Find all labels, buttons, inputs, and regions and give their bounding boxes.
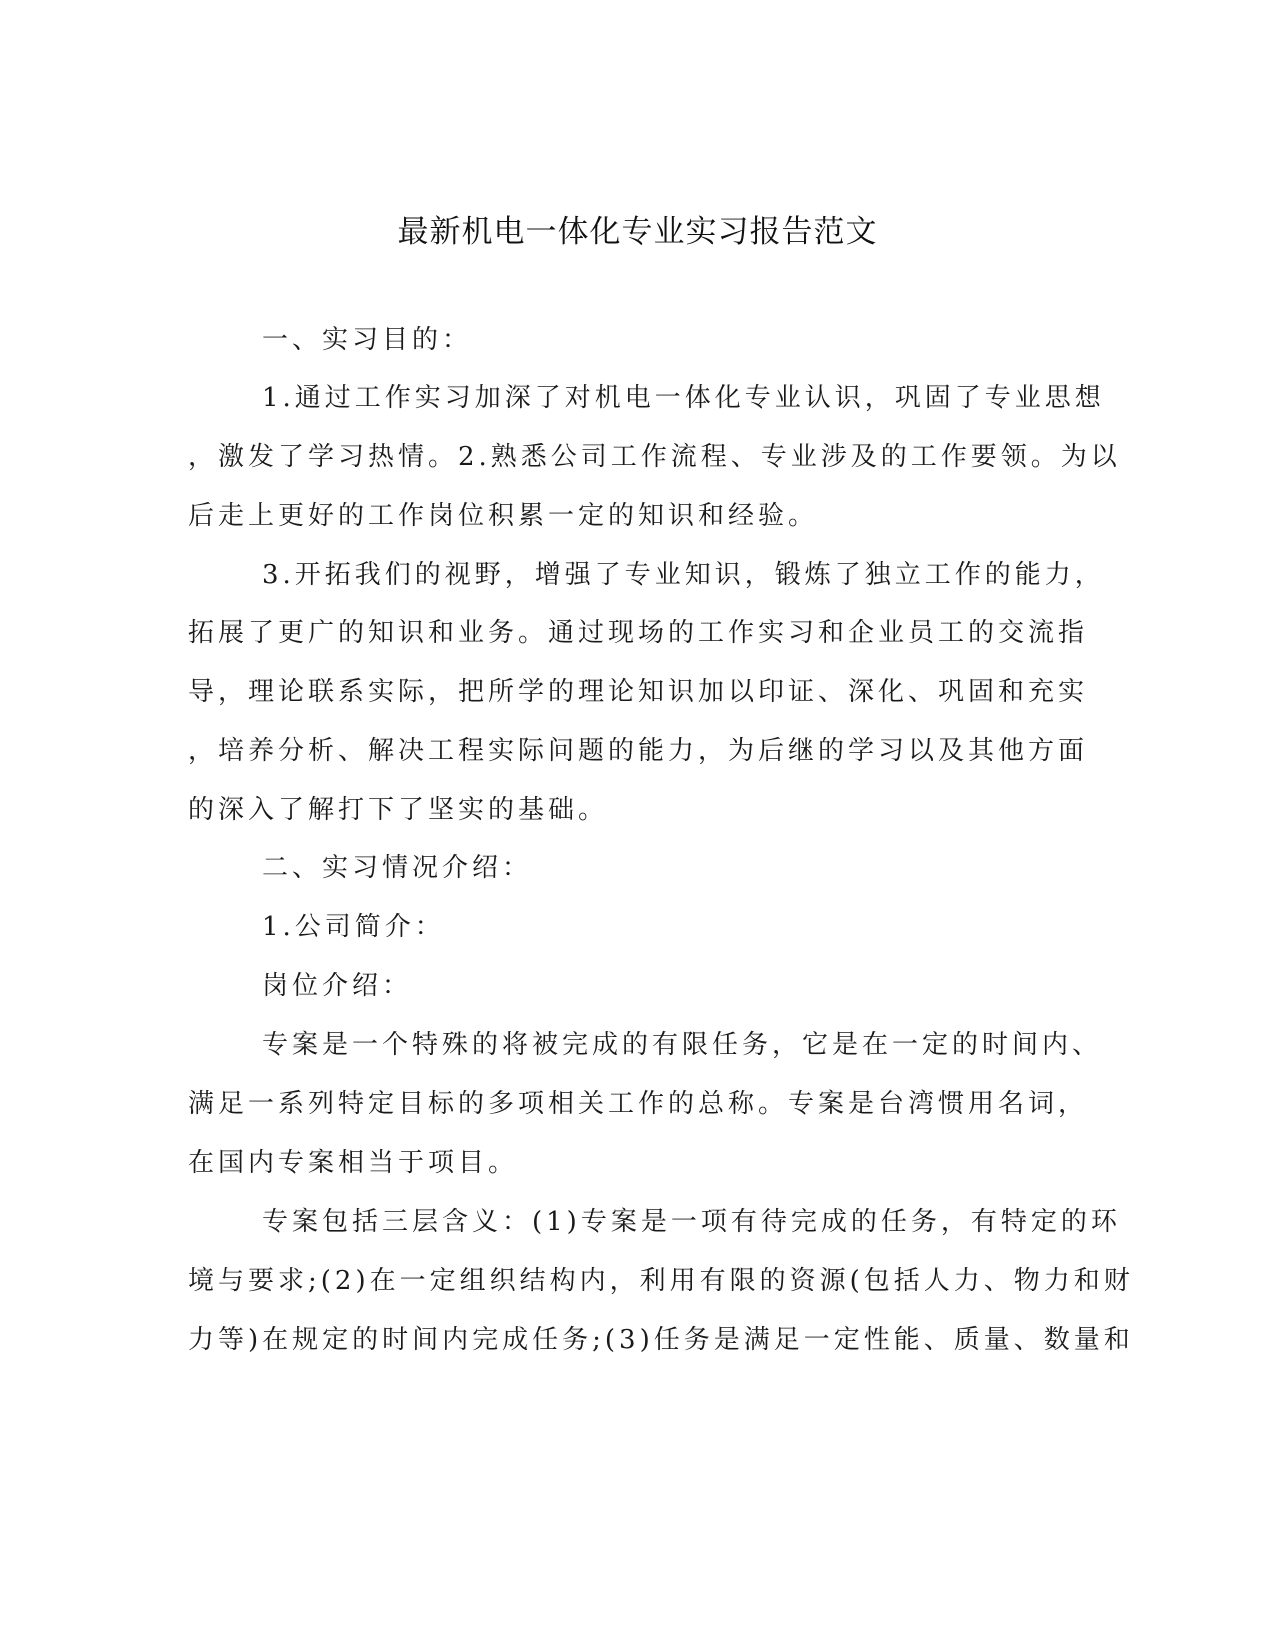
paragraph-line: 专案包括三层含义：(1)专案是一项有待完成的任务，有特定的环 — [262, 1207, 1121, 1237]
paragraph-line: 力等)在规定的时间内完成任务;(3)任务是满足一定性能、质量、数量和 — [188, 1325, 1134, 1355]
heading-purpose: 一、实习目的： — [262, 325, 473, 355]
paragraph-line: 1.通过工作实习加深了对机电一体化专业认识，巩固了专业思想 — [262, 383, 1105, 413]
paragraph-line: ，激发了学习热情。2.熟悉公司工作流程、专业涉及的工作要领。为以 — [188, 442, 1121, 472]
paragraph-line: 满足一系列特定目标的多项相关工作的总称。专案是台湾惯用名词， — [188, 1089, 1089, 1119]
paragraph-line: ，培养分析、解决工程实际问题的能力，为后继的学习以及其他方面 — [188, 736, 1089, 766]
paragraph-line: 后走上更好的工作岗位积累一定的知识和经验。 — [188, 501, 819, 531]
paragraph-line: 3.开拓我们的视野，增强了专业知识，锻炼了独立工作的能力， — [262, 560, 1105, 590]
paragraph-line: 的深入了解打下了坚实的基础。 — [188, 795, 609, 825]
paragraph-line: 境与要求;(2)在一定组织结构内，利用有限的资源(包括人力、物力和财 — [188, 1266, 1134, 1296]
heading-position: 岗位介绍： — [262, 971, 413, 1001]
paragraph-line: 在国内专案相当于项目。 — [188, 1148, 519, 1178]
paragraph-line: 专案是一个特殊的将被完成的有限任务，它是在一定的时间内、 — [262, 1030, 1103, 1060]
paragraph-line: 拓展了更广的知识和业务。通过现场的工作实习和企业员工的交流指 — [188, 618, 1089, 648]
heading-situation: 二、实习情况介绍： — [262, 853, 533, 883]
paragraph-line: 导，理论联系实际，把所学的理论知识加以印证、深化、巩固和充实 — [188, 677, 1089, 707]
heading-company: 1.公司简介： — [262, 912, 445, 942]
document-title: 最新机电一体化专业实习报告范文 — [397, 214, 878, 250]
